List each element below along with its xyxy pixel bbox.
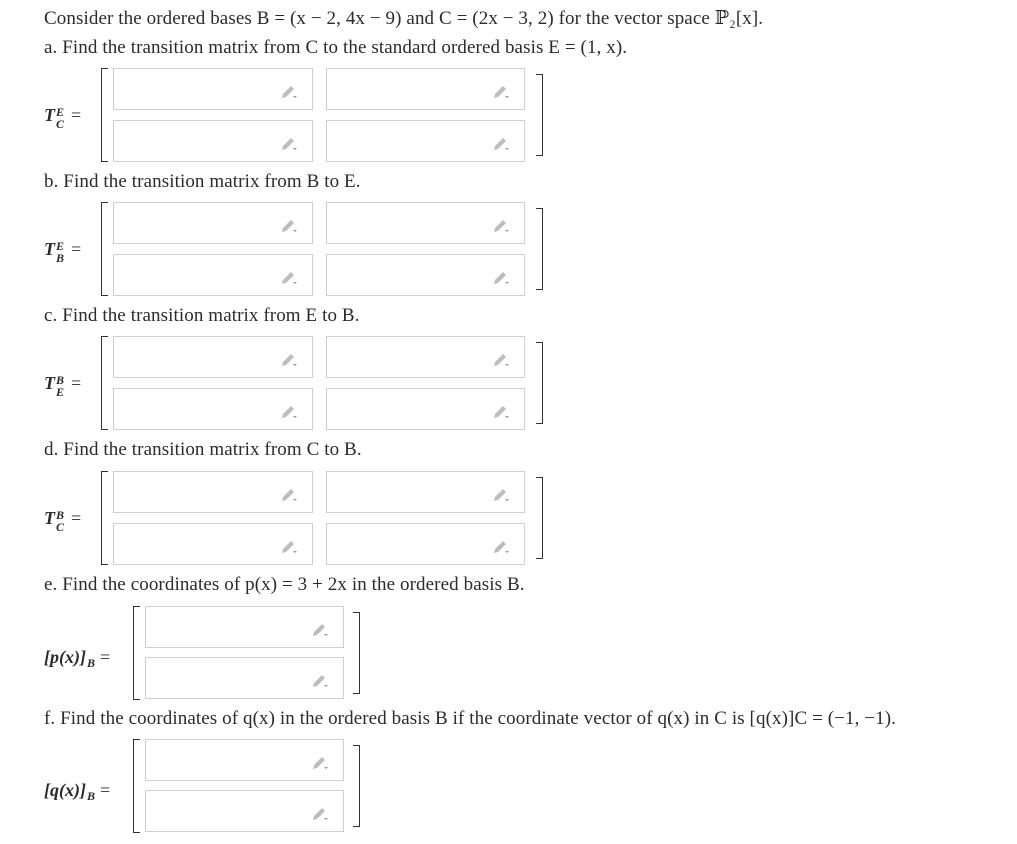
matrix-right-bracket: [536, 208, 543, 290]
answer-cell-d-2-2[interactable]: [326, 523, 525, 565]
pencil-icon: [492, 486, 510, 502]
pencil-icon: [280, 538, 298, 554]
pencil-icon: [311, 621, 329, 637]
label-sub: B: [56, 251, 65, 265]
problem-intro: Consider the ordered bases B = (x − 2, 4x − 9) and C = (2x − 3, 2) for the vector space ℙ₂[x].: [44, 8, 764, 29]
answer-cell-d-2-1[interactable]: [113, 523, 313, 565]
answer-cell-e-1[interactable]: [145, 606, 344, 648]
pencil-icon: [311, 672, 329, 688]
vector-left-bracket: [133, 606, 140, 700]
label-main: T: [44, 373, 55, 393]
answer-cell-c-2-2[interactable]: [326, 388, 525, 430]
label-sub: C: [56, 520, 65, 534]
pencil-icon: [492, 217, 510, 233]
answer-cell-a-2-2[interactable]: [326, 120, 525, 162]
answer-cell-c-2-1[interactable]: [113, 388, 313, 430]
label-sup: E: [56, 105, 65, 119]
matrix-label-tec: [44, 104, 82, 131]
label-sup: B: [56, 373, 65, 387]
answer-cell-e-2[interactable]: [145, 657, 344, 699]
answer-cell-a-2-1[interactable]: [113, 120, 313, 162]
matrix-label-teb: [44, 238, 82, 265]
equals-sign: =: [71, 373, 82, 393]
label-sub: B: [86, 656, 95, 670]
pencil-icon: [492, 351, 510, 367]
label-sup: B: [56, 508, 65, 522]
part-d-prompt: d. Find the transition matrix from C to B.: [44, 439, 362, 460]
matrix-left-bracket: [101, 336, 108, 430]
vector-label-p: [44, 646, 110, 668]
pencil-icon: [280, 351, 298, 367]
matrix-right-bracket: [536, 477, 543, 559]
answer-cell-f-2[interactable]: [145, 790, 344, 832]
answer-cell-b-2-1[interactable]: [113, 254, 313, 296]
label-main: [q(x)]: [44, 780, 86, 800]
equals-sign: =: [99, 780, 111, 800]
part-a-prompt: a. Find the transition matrix from C to the standard ordered basis E = (1, x).: [44, 37, 628, 58]
part-e-prompt: e. Find the coordinates of p(x) = 3 + 2x in the ordered basis B.: [44, 574, 525, 595]
part-b-prompt: b. Find the transition matrix from B to E.: [44, 171, 361, 192]
matrix-left-bracket: [101, 471, 108, 565]
part-c-prompt: c. Find the transition matrix from E to B.: [44, 305, 360, 326]
label-main: [p(x)]: [44, 647, 86, 667]
matrix-right-bracket: [536, 342, 543, 424]
part-f-prompt: f. Find the coordinates of q(x) in the ordered basis B if the coordinate vector of q(x) in C is [q(x)]C = (−1, −1).: [44, 708, 896, 729]
matrix-label-tbc: [44, 507, 82, 534]
answer-cell-a-1-2[interactable]: [326, 68, 525, 110]
answer-cell-a-1-1[interactable]: [113, 68, 313, 110]
answer-cell-f-1[interactable]: [145, 739, 344, 781]
label-main: T: [44, 239, 55, 259]
label-main: T: [44, 508, 55, 528]
vector-right-bracket: [353, 612, 360, 694]
answer-cell-d-1-1[interactable]: [113, 471, 313, 513]
pencil-icon: [280, 83, 298, 99]
label-main: T: [44, 105, 55, 125]
matrix-left-bracket: [101, 68, 108, 162]
pencil-icon: [280, 217, 298, 233]
matrix-label-tbe: [44, 372, 82, 399]
vector-left-bracket: [133, 739, 140, 833]
pencil-icon: [280, 269, 298, 285]
matrix-left-bracket: [101, 202, 108, 296]
label-sub: E: [56, 385, 65, 399]
equals-sign: =: [71, 105, 82, 125]
label-sub: C: [56, 117, 65, 131]
matrix-right-bracket: [536, 74, 543, 156]
pencil-icon: [280, 403, 298, 419]
vector-right-bracket: [353, 745, 360, 827]
answer-cell-b-1-1[interactable]: [113, 202, 313, 244]
answer-cell-c-1-1[interactable]: [113, 336, 313, 378]
pencil-icon: [492, 269, 510, 285]
pencil-icon: [311, 754, 329, 770]
equals-sign: =: [71, 508, 82, 528]
label-sub: B: [86, 789, 95, 803]
answer-cell-d-1-2[interactable]: [326, 471, 525, 513]
label-sup: E: [56, 239, 65, 253]
pencil-icon: [492, 135, 510, 151]
pencil-icon: [311, 805, 329, 821]
answer-cell-c-1-2[interactable]: [326, 336, 525, 378]
equals-sign: =: [71, 239, 82, 259]
answer-cell-b-1-2[interactable]: [326, 202, 525, 244]
pencil-icon: [492, 538, 510, 554]
pencil-icon: [280, 486, 298, 502]
pencil-icon: [492, 403, 510, 419]
pencil-icon: [492, 83, 510, 99]
equals-sign: =: [99, 647, 111, 667]
pencil-icon: [280, 135, 298, 151]
answer-cell-b-2-2[interactable]: [326, 254, 525, 296]
vector-label-q: [44, 779, 110, 801]
